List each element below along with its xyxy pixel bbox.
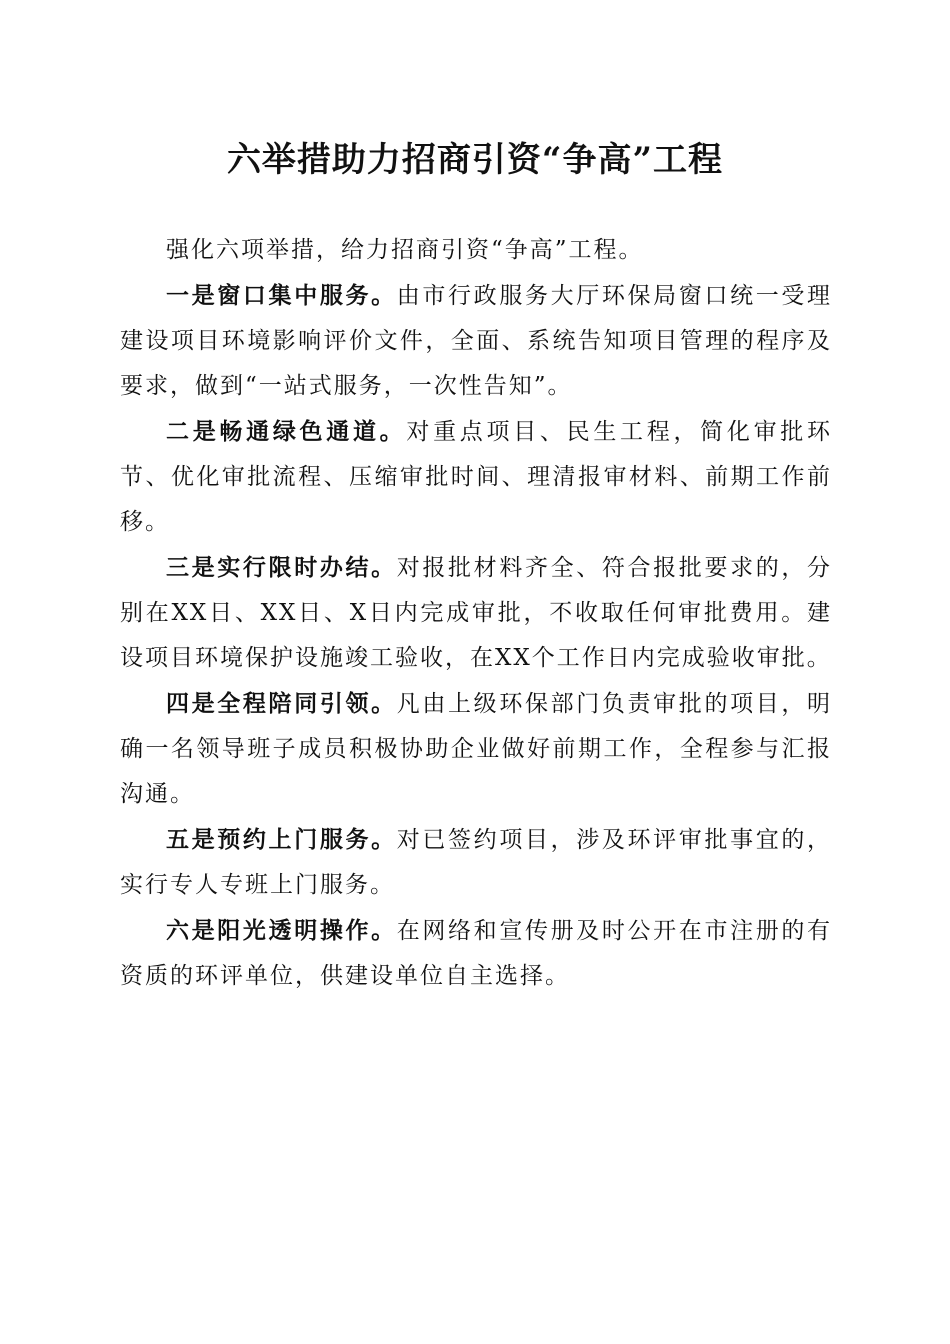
measure-text-3: 对报批材料齐全、符合报批要求的，分别在XX日、XX日、X日内完成审批，不收取任何审批费用。建设项目环境保护设施竣工验收，在XX个工作日内完成验收审批。 xyxy=(120,555,833,671)
measure-lead-5: 五是预约上门服务。 xyxy=(166,826,397,853)
measure-lead-6: 六是阳光透明操作。 xyxy=(166,917,397,944)
measure-text-6: 在网络和宣传册及时公开在市注册的有资质的环评单位，供建设单位自主选择。 xyxy=(120,918,833,989)
measure-lead-3: 三是实行限时办结。 xyxy=(166,554,397,581)
measure-paragraph-1 xyxy=(120,273,832,409)
measure-text-2: 对重点项目、民生工程，简化审批环节、优化审批流程、压缩审批时间、理清报审材料、前期工作前移。 xyxy=(120,419,833,535)
measure-paragraph-4 xyxy=(120,681,832,817)
measure-paragraph-5 xyxy=(120,817,832,908)
measure-text-4: 凡由上级环保部门负责审批的项目，明确一名领导班子成员积极协助企业做好前期工作，全程参与汇报沟通。 xyxy=(120,691,833,807)
measure-lead-1: 一是窗口集中服务。 xyxy=(166,282,397,309)
measure-paragraph-6 xyxy=(120,908,832,999)
measure-lead-4: 四是全程陪同引领。 xyxy=(166,690,397,717)
measure-paragraph-2 xyxy=(120,409,832,545)
intro-paragraph: 强化六项举措，给力招商引资“争高”工程。 xyxy=(166,237,644,263)
measure-lead-2: 二是畅通绿色通道。 xyxy=(166,418,407,445)
measure-paragraph-3 xyxy=(120,545,832,681)
measure-text-1: 由市行政服务大厅环保局窗口统一受理建设项目环境影响评价文件，全面、系统告知项目管理的程序及要求，做到“一站式服务，一次性告知”。 xyxy=(120,283,833,399)
document-body xyxy=(120,228,832,999)
measure-text-5: 对已签约项目，涉及环评审批事宜的，实行专人专班上门服务。 xyxy=(120,827,833,898)
document-title: 六举措助力招商引资“争高”工程 xyxy=(226,140,724,180)
